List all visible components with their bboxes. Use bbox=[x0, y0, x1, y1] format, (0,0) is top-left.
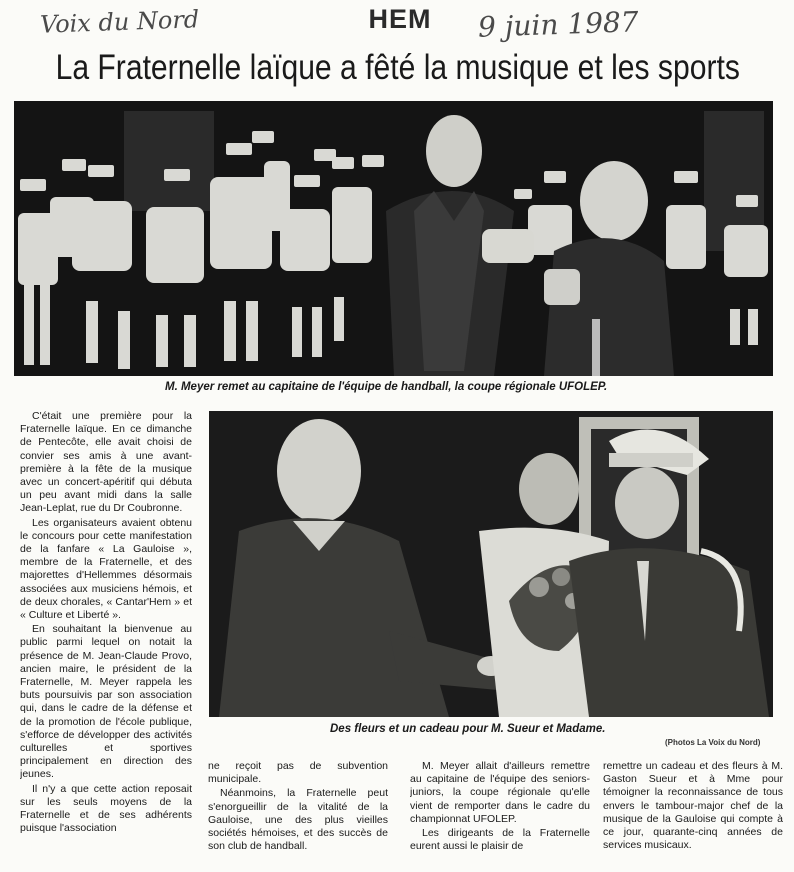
article-paragraph: ne reçoit pas de subvention municipale. bbox=[208, 760, 388, 786]
article-column-2 bbox=[208, 760, 388, 868]
handwritten-source-note: Voix du Nord bbox=[39, 5, 200, 39]
photo-trophy-ceremony bbox=[14, 101, 773, 376]
article-column-4 bbox=[603, 760, 783, 868]
photo-flowers-gift bbox=[209, 411, 773, 717]
article-paragraph: Il n'y a que cette action reposait sur les seuls moyens de la Fraternelle et de ses adhérents puisque l'association bbox=[20, 782, 192, 835]
photo-flowers-caption: Des fleurs et un cadeau pour M. Sueur et Madame. bbox=[330, 723, 606, 735]
article-column-3 bbox=[410, 760, 590, 868]
headline: La Fraternelle laïque a fêté la musique et les sports bbox=[55, 48, 740, 87]
section-label: HEM bbox=[368, 4, 432, 34]
article-paragraph: remettre un cadeau et des fleurs à M. Gaston Sueur et à Mme pour témoigner la reconnaissance de tous envers le tambour-major chef de la musique de la Gauloise qui compte à ce jour, quarante-cinq années de services musicaux. bbox=[603, 760, 783, 852]
article-column-1 bbox=[20, 410, 192, 868]
photo-trophy-caption: M. Meyer remet au capitaine de l'équipe de handball, la coupe régionale UFOLEP. bbox=[165, 381, 608, 393]
article-paragraph: Néanmoins, la Fraternelle peut s'enorgueillir de la vitalité de la Gauloise, une des plus vieilles sociétés hémoises, et des succès de son club de handball. bbox=[208, 787, 388, 853]
article-paragraph: En souhaitant la bienvenue au public parmi lequel on notait la présence de M. Jean-Claude Provo, ancien maire, le président de la Fraternelle, M. Meyer rappela les buts poursuivis par son association qui, dans le cadre de la défense et de la promotion de l'école publique, s'efforce de développer des activités culturelles et sportives principalement en direction des jeunes. bbox=[20, 623, 192, 781]
article-paragraph: Les organisateurs avaient obtenu le concours pour cette manifestation de la fanfare « La Gauloise », membre de la Fraternelle, et des majorettes d'Hellemmes désormais associées aux musiciens hémois, et de deux chorales, « Cantar'Hem » et « Culture et Liberté ». bbox=[20, 516, 192, 622]
article-paragraph: Les dirigeants de la Fraternelle eurent aussi le plaisir de bbox=[410, 827, 590, 853]
photo-flowers-gift-image bbox=[209, 411, 773, 717]
photo-credit: (Photos La Voix du Nord) bbox=[665, 738, 761, 747]
photo-trophy-ceremony-image bbox=[14, 101, 773, 376]
handwritten-date-note: 9 juin 1987 bbox=[477, 5, 640, 44]
article-paragraph: C'était une première pour la Fraternelle laïque. En ce dimanche de Pentecôte, elle avait choisi de convier ses amis à une avant-première à la fête de la musique avec un concert-apéritif qui débuta un peu avant midi dans la salle Jean-Leplat, rue du Dr Coubronne. bbox=[20, 410, 192, 515]
article-paragraph: M. Meyer allait d'ailleurs remettre au capitaine de l'équipe des seniors-juniors, la coupe régionale qu'elle vient de remporter dans le cadre du championnat UFOLEP. bbox=[410, 760, 590, 825]
